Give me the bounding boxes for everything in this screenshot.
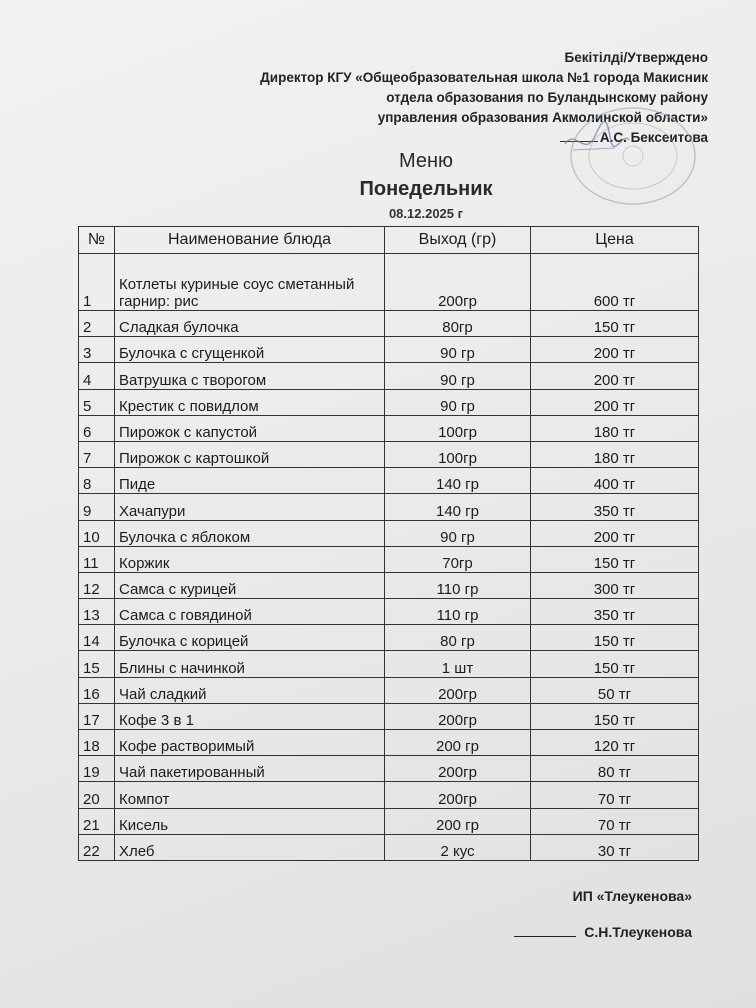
table-row [79, 677, 699, 703]
row-price: 30 тг [531, 834, 699, 860]
row-dish-name: Булочка с сгущенкой [115, 337, 385, 363]
row-number: 7 [79, 441, 115, 467]
footer-signature-row [514, 924, 692, 940]
row-number: 21 [79, 808, 115, 834]
row-price: 400 тг [531, 468, 699, 494]
row-yield: 90 гр [385, 389, 531, 415]
row-number: 1 [79, 254, 115, 311]
approval-line-4: управления образования Акмолинской области» [377, 110, 708, 125]
row-number: 8 [79, 468, 115, 494]
table-row [79, 415, 699, 441]
table-row [79, 834, 699, 860]
table-row [79, 337, 699, 363]
table-row [79, 441, 699, 467]
row-dish-name: Котлеты куриные соус сметанный гарнир: рис [115, 254, 385, 311]
row-dish-name: Ватрушка с творогом [115, 363, 385, 389]
row-yield: 100гр [385, 415, 531, 441]
row-number: 20 [79, 782, 115, 808]
row-dish-name: Крестик с повидлом [115, 389, 385, 415]
row-number: 13 [79, 599, 115, 625]
row-price: 200 тг [531, 389, 699, 415]
row-price: 70 тг [531, 782, 699, 808]
row-dish-name: Чай сладкий [115, 677, 385, 703]
table-header-row [79, 227, 699, 254]
row-yield: 100гр [385, 441, 531, 467]
row-yield: 110 гр [385, 599, 531, 625]
row-price: 50 тг [531, 677, 699, 703]
row-price: 70 тг [531, 808, 699, 834]
row-number: 6 [79, 415, 115, 441]
row-dish-name: Кофе 3 в 1 [115, 703, 385, 729]
menu-table [78, 226, 699, 861]
row-dish-name: Хлеб [115, 834, 385, 860]
table-row [79, 756, 699, 782]
row-price: 200 тг [531, 520, 699, 546]
row-dish-name: Пирожок с капустой [115, 415, 385, 441]
approval-line-2: Директор КГУ «Общеобразовательная школа №1 города Макисник [260, 70, 708, 85]
header-price: Цена [531, 227, 699, 254]
menu-date: 08.12.2025 г [388, 206, 464, 221]
signature-line [514, 936, 576, 937]
header-name: Наименование блюда [115, 227, 385, 254]
row-dish-name: Коржик [115, 546, 385, 572]
row-number: 14 [79, 625, 115, 651]
row-price: 150 тг [531, 625, 699, 651]
row-dish-name: Кисель [115, 808, 385, 834]
table-row [79, 625, 699, 651]
header-number: № [79, 227, 115, 254]
menu-table-body [79, 254, 699, 861]
table-row [79, 494, 699, 520]
row-number: 10 [79, 520, 115, 546]
table-row [79, 782, 699, 808]
approval-signer: А.С. Бексеитова [599, 130, 708, 145]
row-number: 17 [79, 703, 115, 729]
row-number: 5 [79, 389, 115, 415]
row-price: 180 тг [531, 415, 699, 441]
row-number: 22 [79, 834, 115, 860]
table-row [79, 468, 699, 494]
table-row [79, 546, 699, 572]
header-yield: Выход (гр) [385, 227, 531, 254]
row-yield: 140 гр [385, 494, 531, 520]
menu-title: Меню [398, 150, 454, 172]
row-dish-name: Пирожок с картошкой [115, 441, 385, 467]
table-row [79, 254, 699, 311]
table-row [79, 389, 699, 415]
footer-signer: С.Н.Тлеукенова [584, 924, 692, 940]
row-price: 150 тг [531, 311, 699, 337]
row-price: 80 тг [531, 756, 699, 782]
row-yield: 200гр [385, 782, 531, 808]
table-row [79, 808, 699, 834]
row-number: 12 [79, 572, 115, 598]
row-dish-name: Самса с говядиной [115, 599, 385, 625]
table-row [79, 572, 699, 598]
row-number: 9 [79, 494, 115, 520]
row-dish-name: Булочка с яблоком [115, 520, 385, 546]
row-yield: 90 гр [385, 520, 531, 546]
row-price: 120 тг [531, 730, 699, 756]
table-row [79, 311, 699, 337]
row-dish-name: Самса с курицей [115, 572, 385, 598]
row-yield: 200 гр [385, 730, 531, 756]
row-dish-name: Кофе растворимый [115, 730, 385, 756]
row-number: 11 [79, 546, 115, 572]
row-dish-name: Чай пакетированный [115, 756, 385, 782]
row-yield: 200гр [385, 254, 531, 311]
row-dish-name: Компот [115, 782, 385, 808]
row-yield: 80 гр [385, 625, 531, 651]
row-number: 19 [79, 756, 115, 782]
row-number: 16 [79, 677, 115, 703]
table-row [79, 651, 699, 677]
table-row [79, 703, 699, 729]
row-yield: 70гр [385, 546, 531, 572]
row-dish-name: Хачапури [115, 494, 385, 520]
row-number: 18 [79, 730, 115, 756]
row-price: 350 тг [531, 494, 699, 520]
row-yield: 1 шт [385, 651, 531, 677]
table-row [79, 520, 699, 546]
menu-day: Понедельник [359, 178, 493, 200]
row-yield: 200гр [385, 677, 531, 703]
approval-line-3: отдела образования по Буландынскому району [386, 90, 708, 105]
row-yield: 140 гр [385, 468, 531, 494]
row-number: 15 [79, 651, 115, 677]
row-price: 200 тг [531, 363, 699, 389]
row-yield: 90 гр [385, 337, 531, 363]
row-number: 3 [79, 337, 115, 363]
row-price: 150 тг [531, 651, 699, 677]
row-price: 180 тг [531, 441, 699, 467]
row-yield: 200 гр [385, 808, 531, 834]
row-yield: 80гр [385, 311, 531, 337]
row-yield: 200гр [385, 703, 531, 729]
approval-line-1: Бекітілді/Утверждено [564, 50, 708, 65]
row-dish-name: Пиде [115, 468, 385, 494]
table-row [79, 599, 699, 625]
row-dish-name: Сладкая булочка [115, 311, 385, 337]
table-row [79, 730, 699, 756]
row-price: 350 тг [531, 599, 699, 625]
row-yield: 2 кус [385, 834, 531, 860]
row-dish-name: Блины с начинкой [115, 651, 385, 677]
row-yield: 90 гр [385, 363, 531, 389]
row-price: 200 тг [531, 337, 699, 363]
row-yield: 200гр [385, 756, 531, 782]
row-price: 150 тг [531, 703, 699, 729]
row-number: 4 [79, 363, 115, 389]
row-price: 600 тг [531, 254, 699, 311]
row-price: 150 тг [531, 546, 699, 572]
table-row [79, 363, 699, 389]
row-yield: 110 гр [385, 572, 531, 598]
row-price: 300 тг [531, 572, 699, 598]
footer-org: ИП «Тлеукенова» [572, 888, 692, 904]
row-number: 2 [79, 311, 115, 337]
row-dish-name: Булочка с корицей [115, 625, 385, 651]
